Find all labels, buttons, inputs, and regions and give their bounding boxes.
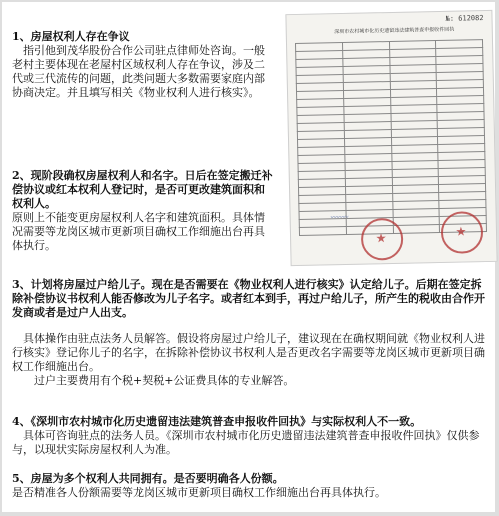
official-seal-right bbox=[441, 211, 484, 254]
section-4-heading: 4、《深圳市农村城市化历史遗留违法建筑普查申报收件回执》与实际权利人不一致。 bbox=[12, 415, 422, 428]
section-3-body-2: 过户主要费用有个税+契税+公证费具体的专业解答。 bbox=[34, 374, 295, 387]
receipt-document-image bbox=[285, 10, 497, 266]
section-3 bbox=[12, 278, 490, 388]
section-1-heading: 1、房屋权利人存在争议 bbox=[12, 30, 130, 43]
receipt-title: 深圳市农村城市化历史遗留违法建筑普查申报收件回执 bbox=[334, 26, 455, 36]
receipt-form-table bbox=[295, 39, 487, 236]
section-5-heading: 5、房屋为多个权利人共同拥有。是否要明确各人份额。 bbox=[12, 472, 284, 485]
content-panel bbox=[2, 2, 495, 512]
official-seal-left bbox=[361, 218, 404, 261]
receipt-number: №: 612082 bbox=[445, 14, 484, 23]
section-3-heading: 3、计划将房屋过户给儿子。现在是否需要在《物业权利人进行核实》认定给儿子。后期在签定拆除补偿协议书权利人能否修改为儿子名字。或者红本到手，再过户给儿子，所产生的税收由合作开发商或者是过户人出支。 bbox=[12, 278, 485, 319]
section-4 bbox=[12, 415, 490, 457]
section-2 bbox=[12, 169, 274, 253]
section-4-body: 具体可咨询驻点的法务人员。《深圳市农村城市化历史遗留违法建筑普查申报收件回执》仅供参与，以现状实际房屋权利人为准。 bbox=[12, 429, 480, 456]
section-3-body: 具体操作由驻点法务人员解答。假设将房屋过户给儿子，建议现在在确权期间就《物业权利人进行核实》登记你儿子的名字，在拆除补偿协议书权利人是否更改名字需要等龙岗区城市更新项目确权工作细施出台。 bbox=[12, 332, 485, 373]
section-5-body: 是否精准各人份额需要等龙岗区城市更新项目确权工作细施出台再具体执行。 bbox=[12, 486, 386, 499]
section-2-body: 原则上不能变更房屋权利人名字和建筑面积。具体情况需要等龙岗区城市更新项目确权工作细施出台再具体执行。 bbox=[12, 211, 265, 252]
section-2-heading: 2、现阶段确权房屋权利人和名字。日后在签定搬迁补偿协议或红本权利人登记时，是否可更改建筑面积和权利人。 bbox=[12, 169, 273, 210]
handwritten-signature: 〰〰〰 bbox=[330, 213, 349, 222]
section-1-body: 指引他到茂华股份合作公司驻点律师处咨询。一般老村主要体现在老屋村区域权利人存在争议，涉及二代或三代流传的问题，此类问题大多数需要家庭内部协商决定。并且填写相关《物业权利人进行核实》。 bbox=[12, 44, 265, 99]
section-5 bbox=[12, 472, 490, 500]
section-1 bbox=[12, 30, 274, 100]
